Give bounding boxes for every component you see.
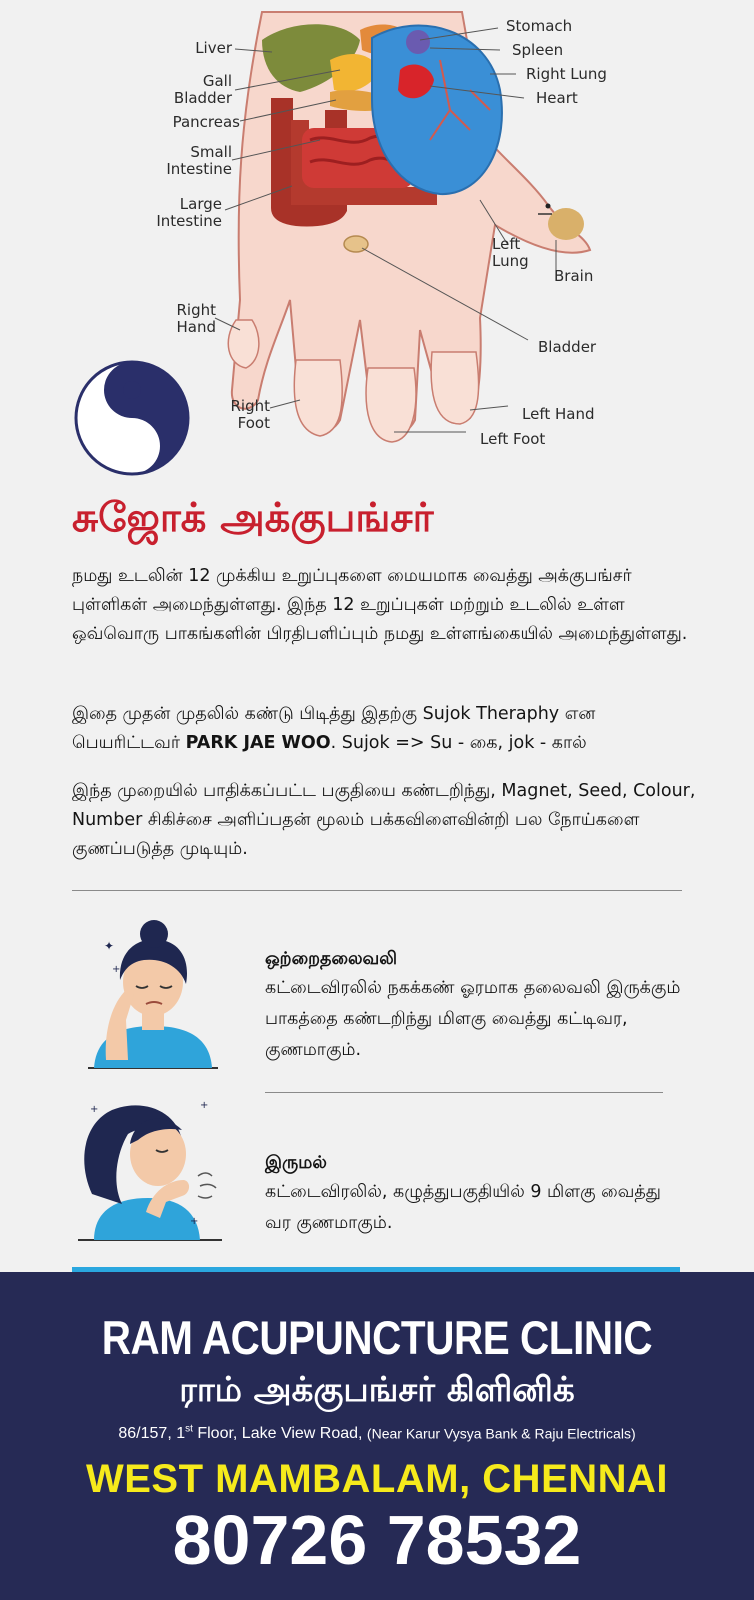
label-left-lung: Left Lung <box>492 235 529 270</box>
section-divider <box>72 890 682 891</box>
label-large-intestine: Large Intestine <box>156 195 222 230</box>
address-main: 86/157, 1st Floor, Lake View Road, <box>118 1424 367 1443</box>
sujok-meaning: . Sujok => Su - கை, jok - கால் <box>330 733 587 753</box>
label-spleen: Spleen <box>512 41 564 59</box>
label-left-foot: Left Foot <box>480 430 546 448</box>
tip-body-migraine: கட்டைவிரலில் நகக்கண் ஓரமாக தலைவலி இருக்கும் பாகத்தை கண்டறிந்து மிளகு வைத்து கட்டிவர, குணமாகும். <box>265 978 681 1060</box>
svg-text:+: + <box>190 1216 199 1227</box>
coughing-woman-illustration <box>72 1084 232 1242</box>
svg-text:+: + <box>200 1100 209 1111</box>
label-stomach: Stomach <box>506 17 573 35</box>
clinic-name-tamil: ராம் அக்குபங்சர் கிளினிக் <box>179 1370 575 1410</box>
address-landmark: (Near Karur Vysya Bank & Raju Electricals) <box>366 1425 636 1442</box>
label-pancreas: Pancreas <box>172 113 240 131</box>
label-liver: Liver <box>195 39 232 57</box>
treatment-paragraph: இந்த முறையில் பாதிக்கப்பட்ட பகுதியை கண்டறிந்து, Magnet, Seed, Colour, Number சிகிச்சை அளிப்பதன் மூலம் பக்கவிளைவின்றி பல நோய்களை குணப்படுத்த முடியும். <box>72 781 696 859</box>
intro-paragraph: நமது உடலின் 12 முக்கிய உறுப்புகளை மையமாக வைத்து அக்குபங்சர் புள்ளிகள் அமைந்துள்ளது. இந்த 12 உறுப்புகள் மற்றும் உடலில் உள்ள ஒவ்வொரு பாகங்களின் பிரதிபளிப்பும் நமது உள்ளங்கையில் அமைந்துள்ளது. <box>72 566 688 644</box>
clinic-address <box>0 1424 754 1443</box>
svg-text:✦: ✦ <box>104 939 115 953</box>
yin-yang-icon <box>74 360 190 476</box>
discoverer-text: இதை முதன் முதலில் கண்டு பிடித்து இதற்கு Sujok Theraphy என பெயரிட்டவர் <box>72 704 596 753</box>
tip-title-migraine: ஒற்றைதலைவலி <box>265 949 398 969</box>
label-brain: Brain <box>554 267 594 285</box>
page-title: சுஜோக் அக்குபங்சர் <box>72 494 434 541</box>
label-right-lung: Right Lung <box>526 65 607 83</box>
label-gall-bladder: Gall Bladder <box>173 72 232 107</box>
label-bladder: Bladder <box>538 338 597 356</box>
label-small-intestine: Small Intestine <box>166 143 232 178</box>
tip-body-cough: கட்டைவிரலில், கழுத்துபகுதியில் 9 மிளகு வைத்து வர குணமாகும். <box>265 1182 661 1233</box>
label-heart: Heart <box>536 89 578 107</box>
label-right-hand: Right Hand <box>176 301 216 336</box>
clinic-footer <box>0 1272 754 1600</box>
clinic-phone[interactable]: 80726 78532 <box>172 1501 582 1579</box>
label-left-hand: Left Hand <box>522 405 595 423</box>
clinic-location: WEST MAMBALAM, CHENNAI <box>85 1457 669 1501</box>
tip-divider <box>265 1092 663 1093</box>
discoverer-paragraph <box>72 700 702 758</box>
headache-woman-illustration <box>78 920 228 1070</box>
clinic-name: RAM ACUPUNCTURE CLINIC <box>101 1311 653 1364</box>
svg-text:+: + <box>90 1104 99 1115</box>
svg-text:+: + <box>112 964 121 975</box>
hand-reflexology-chart <box>0 0 754 470</box>
label-right-foot: Right Foot <box>230 397 270 432</box>
discoverer-name: PARK JAE WOO <box>185 733 331 753</box>
tip-title-cough: இருமல் <box>265 1153 327 1173</box>
